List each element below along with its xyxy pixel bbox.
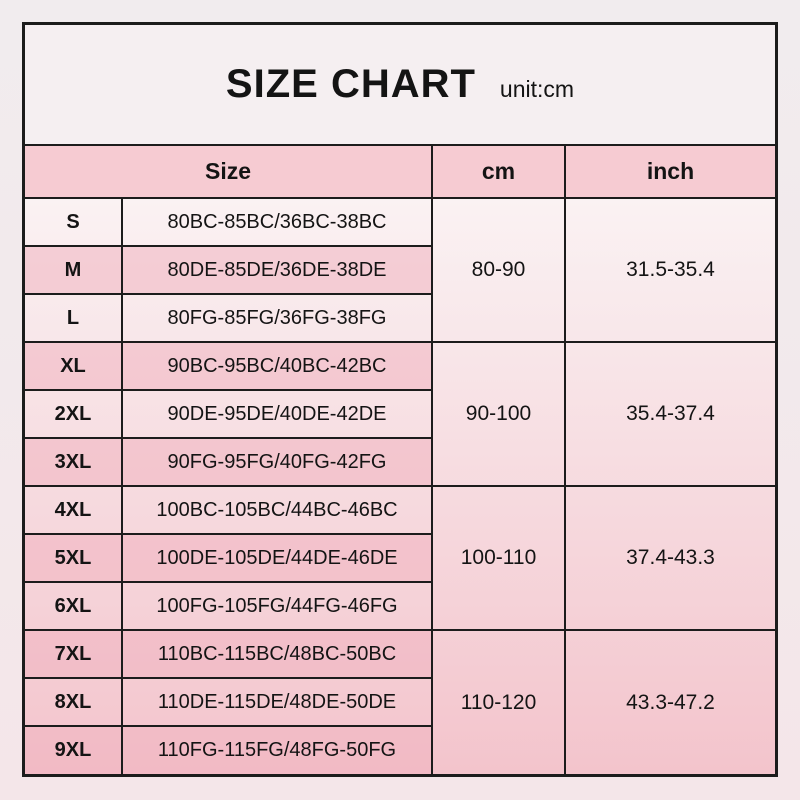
measurement-value: 80BC-85BC/36BC-38BC <box>122 198 432 246</box>
cm-range: 100-110 <box>432 486 565 630</box>
cm-range: 80-90 <box>432 198 565 342</box>
table-row-4xl <box>25 486 775 534</box>
size-label: 9XL <box>25 726 122 774</box>
inch-range: 37.4-43.3 <box>565 486 775 630</box>
inch-range: 43.3-47.2 <box>565 630 775 774</box>
measurement-value: 100BC-105BC/44BC-46BC <box>122 486 432 534</box>
measurement-value: 110FG-115FG/48FG-50FG <box>122 726 432 774</box>
size-label: 3XL <box>25 438 122 486</box>
size-label: S <box>25 198 122 246</box>
header-row <box>25 146 775 198</box>
size-label: M <box>25 246 122 294</box>
table-row-xl <box>25 342 775 390</box>
header-cm: cm <box>432 146 565 198</box>
chart-title-bar <box>25 25 775 146</box>
header-size: Size <box>25 146 432 198</box>
measurement-value: 80FG-85FG/36FG-38FG <box>122 294 432 342</box>
size-label: 5XL <box>25 534 122 582</box>
table-row-7xl <box>25 630 775 678</box>
measurement-value: 80DE-85DE/36DE-38DE <box>122 246 432 294</box>
size-label: 7XL <box>25 630 122 678</box>
measurement-value: 100DE-105DE/44DE-46DE <box>122 534 432 582</box>
measurement-value: 110BC-115BC/48BC-50BC <box>122 630 432 678</box>
size-table <box>25 146 775 774</box>
measurement-value: 110DE-115DE/48DE-50DE <box>122 678 432 726</box>
chart-title: SIZE CHART <box>225 62 476 106</box>
measurement-value: 90BC-95BC/40BC-42BC <box>122 342 432 390</box>
size-chart-panel <box>22 22 778 777</box>
cm-range: 90-100 <box>432 342 565 486</box>
size-label: L <box>25 294 122 342</box>
cm-range: 110-120 <box>432 630 565 774</box>
size-label: 2XL <box>25 390 122 438</box>
size-label: 6XL <box>25 582 122 630</box>
measurement-value: 90DE-95DE/40DE-42DE <box>122 390 432 438</box>
size-label: 8XL <box>25 678 122 726</box>
table-row-s <box>25 198 775 246</box>
unit-label: unit:cm <box>499 76 575 102</box>
header-inch: inch <box>565 146 775 198</box>
size-label: XL <box>25 342 122 390</box>
inch-range: 31.5-35.4 <box>565 198 775 342</box>
measurement-value: 100FG-105FG/44FG-46FG <box>122 582 432 630</box>
size-label: 4XL <box>25 486 122 534</box>
measurement-value: 90FG-95FG/40FG-42FG <box>122 438 432 486</box>
inch-range: 35.4-37.4 <box>565 342 775 486</box>
